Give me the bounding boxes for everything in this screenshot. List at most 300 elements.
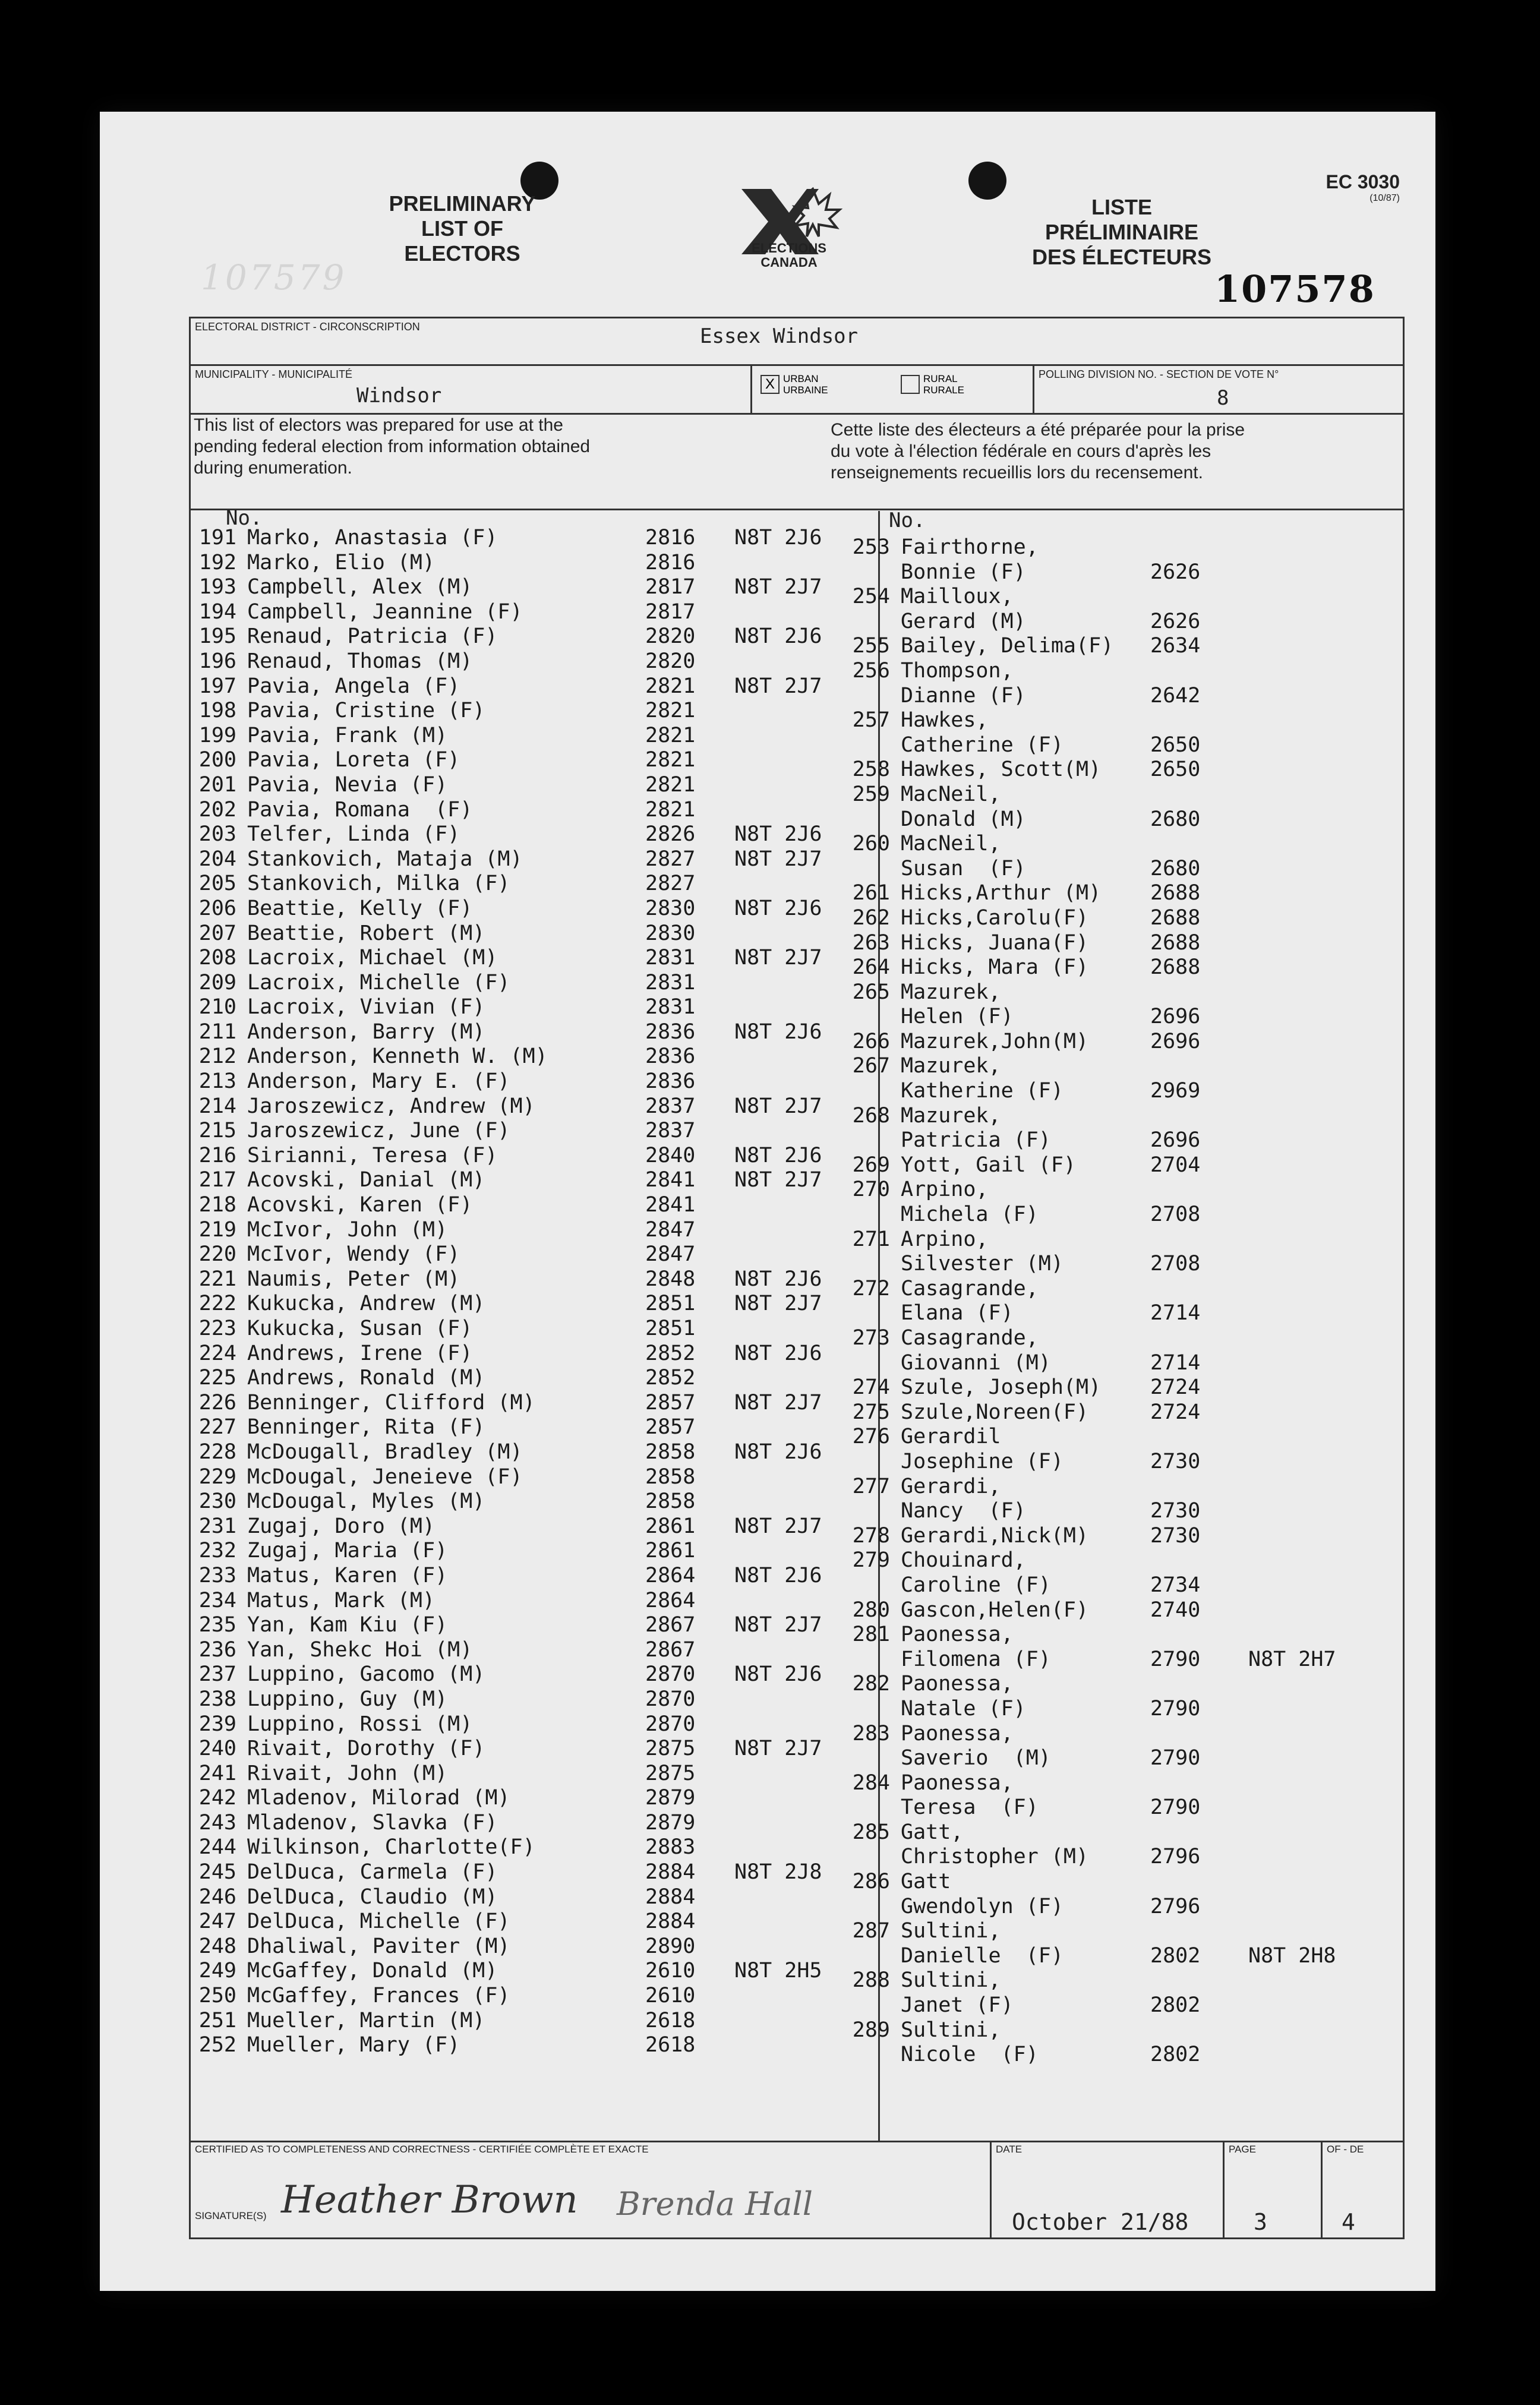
elector-number: [831, 610, 890, 635]
elector-row: [177, 1119, 865, 1144]
elector-name: Saverio (M): [901, 1746, 1051, 1770]
elector-name: McIvor, Wendy (F): [247, 1242, 460, 1267]
elector-row: [177, 1020, 865, 1045]
elector-row: [831, 857, 1379, 882]
elector-number: 200: [198, 748, 236, 772]
elector-postal-code: [1242, 1301, 1379, 1326]
rule: [750, 364, 752, 413]
elector-address: 2821: [645, 723, 696, 747]
elector-address: 2852: [645, 1366, 696, 1390]
elector-address: [1150, 1771, 1242, 1796]
elector-address: 2708: [1150, 1252, 1201, 1276]
elector-number: 212: [198, 1044, 236, 1069]
elector-name: Rivait, Dorothy (F): [247, 1737, 485, 1761]
elector-address: 2884: [645, 1910, 696, 1934]
elector-row: [831, 1722, 1379, 1747]
elector-number: 275: [852, 1400, 890, 1424]
elector-number: 221: [198, 1267, 236, 1291]
polling-value: 8: [1217, 386, 1229, 410]
elector-row: [177, 1737, 865, 1762]
elector-name: Pavia, Romana (F): [247, 797, 473, 822]
elector-postal-code: [1242, 708, 1379, 733]
elector-name: Bonnie (F): [901, 560, 1026, 584]
elector-postal-code: [1242, 610, 1379, 635]
elector-row: [177, 921, 865, 946]
elector-postal-code: N8T 2H8: [1248, 1943, 1336, 1968]
elector-address: 2870: [645, 1712, 696, 1736]
elector-row: [177, 1885, 865, 1910]
elector-row: [831, 1178, 1379, 1202]
urban-checkbox[interactable]: X URBAN URBAINE: [760, 373, 828, 396]
elector-number: 241: [198, 1761, 236, 1785]
elector-number: 211: [198, 1020, 236, 1044]
elector-postal-code: [1242, 758, 1379, 782]
elector-row: [177, 798, 865, 823]
elector-name: MacNeil,: [901, 832, 1001, 856]
elector-number: 204: [198, 847, 236, 871]
elector-address: 2851: [645, 1317, 696, 1340]
elector-number: 193: [198, 575, 236, 599]
elector-name: Dianne (F): [901, 683, 1026, 708]
elector-number: 266: [852, 1029, 890, 1053]
elector-number: 208: [198, 946, 236, 970]
elector-name: Anderson, Mary E. (F): [247, 1069, 510, 1094]
elector-address: 2875: [645, 1761, 696, 1785]
elector-address: 2841: [645, 1168, 696, 1192]
elector-number: 273: [852, 1326, 890, 1350]
elector-number: 223: [198, 1317, 236, 1340]
elector-row: [177, 575, 865, 600]
elector-name: Kukucka, Andrew (M): [247, 1292, 485, 1316]
elector-name: Paonessa,: [901, 1623, 1014, 1647]
signature-label: SIGNATURE(S): [195, 2210, 267, 2221]
elector-name: Kukucka, Susan (F): [247, 1317, 473, 1340]
elector-postal-code: N8T 2J7: [734, 946, 822, 970]
elector-number: 239: [198, 1712, 236, 1736]
elector-address: [1150, 535, 1242, 560]
elector-row: [831, 1450, 1379, 1475]
elector-number: [831, 1895, 890, 1920]
elector-postal-code: [1242, 857, 1379, 882]
elector-postal-code: [1242, 684, 1379, 709]
elector-row: [831, 1104, 1379, 1129]
elector-name: Mueller, Mary (F): [247, 2033, 460, 2057]
polling-label: POLLING DIVISION NO. - SECTION DE VOTE N°: [1039, 368, 1279, 380]
elector-postal-code: [1242, 1450, 1379, 1475]
elector-row: [831, 1005, 1379, 1030]
elector-row: [177, 1860, 865, 1885]
elector-address: [1150, 1277, 1242, 1302]
elector-name: Natale (F): [901, 1696, 1026, 1721]
municipality-label: MUNICIPALITY - MUNICIPALITÉ: [195, 368, 353, 380]
form-number: EC 3030 (10/87): [1326, 171, 1400, 203]
elector-name: Gerardi,: [901, 1474, 1001, 1498]
elector-row: [177, 1069, 865, 1094]
elector-address: 2802: [1150, 1943, 1201, 1968]
of-value: 4: [1342, 2209, 1355, 2235]
elector-number: 283: [852, 1721, 890, 1746]
elector-postal-code: N8T 2J6: [734, 1143, 822, 1167]
elector-name: Mladenov, Slavka (F): [247, 1810, 498, 1835]
elector-number: 257: [852, 708, 890, 733]
elector-row: [831, 1968, 1379, 1993]
elector-postal-code: [1242, 634, 1379, 659]
elector-name: Paonessa,: [901, 1672, 1014, 1696]
elector-number: 217: [198, 1168, 236, 1192]
elector-name: Zugaj, Doro (M): [247, 1514, 436, 1538]
elector-address: 2875: [645, 1737, 696, 1761]
elector-name: Yott, Gail (F): [901, 1153, 1077, 1177]
elector-number: [831, 1499, 890, 1524]
elector-address: 2802: [1150, 2043, 1201, 2067]
elector-address: 2821: [645, 699, 696, 723]
elector-address: 2821: [645, 772, 696, 797]
elector-row: [831, 832, 1379, 857]
elector-postal-code: [1242, 906, 1379, 931]
elector-name: Katherine (F): [901, 1079, 1064, 1103]
elector-postal-code: [1242, 1252, 1379, 1277]
elector-name: Elana (F): [901, 1301, 1014, 1325]
elector-name: McDougall, Bradley (M): [247, 1440, 523, 1464]
rule: [189, 364, 1405, 366]
elector-row: [831, 1548, 1379, 1573]
elector-address: 2837: [645, 1094, 696, 1118]
elector-name: MacNeil,: [901, 782, 1001, 806]
elector-name: Pavia, Cristine (F): [247, 699, 485, 723]
elector-number: 270: [852, 1178, 890, 1202]
elector-number: 197: [198, 674, 236, 698]
elector-address: 2816: [645, 550, 696, 575]
title-french: LISTE PRÉLIMINAIRE DES ÉLECTEURS: [1031, 195, 1212, 269]
elector-number: 255: [852, 634, 890, 658]
elector-name: Renaud, Patricia (F): [247, 624, 498, 649]
elector-name: Luppino, Rossi (M): [247, 1712, 473, 1736]
elector-postal-code: [1242, 1795, 1379, 1820]
elector-name: Sultini,: [901, 1919, 1001, 1943]
elector-name: Pavia, Loreta (F): [247, 748, 460, 772]
elector-name: Filomena (F): [901, 1647, 1051, 1671]
elector-row: [177, 1465, 865, 1490]
elector-row: [831, 1252, 1379, 1277]
elector-number: 229: [198, 1465, 236, 1489]
elector-row: [177, 748, 865, 773]
elector-number: 280: [852, 1598, 890, 1622]
elector-row: [831, 1054, 1379, 1079]
elector-address: 2883: [645, 1835, 696, 1860]
elector-name: Andrews, Ronald (M): [247, 1366, 485, 1390]
elector-address: 2821: [645, 797, 696, 822]
elector-row: [831, 1993, 1379, 2018]
elector-address: 2836: [645, 1044, 696, 1069]
elector-row: [831, 906, 1379, 931]
elector-number: 284: [852, 1770, 890, 1795]
elector-row: [177, 822, 865, 847]
elector-address: 2858: [645, 1489, 696, 1514]
elector-postal-code: N8T 2J7: [734, 1613, 822, 1637]
elector-number: 248: [198, 1934, 236, 1958]
elector-row: [177, 600, 865, 625]
elector-number: 235: [198, 1613, 236, 1637]
elector-postal-code: N8T 2J6: [734, 1020, 822, 1044]
elector-address: 2618: [645, 2033, 696, 2057]
elector-name: Nancy (F): [901, 1499, 1026, 1523]
elector-row: [177, 1267, 865, 1292]
elector-row: [177, 1218, 865, 1243]
elector-number: [831, 807, 890, 832]
elector-postal-code: [1242, 1672, 1379, 1697]
elector-postal-code: N8T 2J6: [734, 526, 822, 550]
elector-number: 256: [852, 658, 890, 683]
elector-number: 215: [198, 1119, 236, 1143]
elector-row: [831, 1326, 1379, 1351]
elector-number: 267: [852, 1054, 890, 1078]
elector-row: [177, 1712, 865, 1737]
elector-name: Stankovich, Mataja (M): [247, 847, 523, 871]
elector-postal-code: [1242, 1623, 1379, 1647]
elector-number: 271: [852, 1227, 890, 1251]
elector-name: Michela (F): [901, 1202, 1039, 1227]
elector-name: Mailloux,: [901, 585, 1014, 609]
elector-name: Bailey, Delima(F): [901, 634, 1114, 658]
elector-address: 2831: [645, 946, 696, 970]
elector-name: Anderson, Kenneth W. (M): [247, 1044, 548, 1069]
elector-number: 203: [198, 822, 236, 847]
elector-address: 2836: [645, 1020, 696, 1044]
elector-address: 2858: [645, 1440, 696, 1464]
elector-number: 264: [852, 955, 890, 980]
elector-number: 279: [852, 1548, 890, 1573]
elector-name: Giovanni (M): [901, 1350, 1051, 1375]
elector-name: Patricia (F): [901, 1128, 1051, 1153]
elector-row: [831, 1870, 1379, 1895]
elector-row: [831, 782, 1379, 807]
elector-postal-code: N8T 2J7: [734, 1737, 822, 1761]
elector-address: [1150, 1623, 1242, 1647]
elector-name: Hicks,Carolu(F): [901, 905, 1089, 930]
elector-row: [177, 847, 865, 872]
elector-row: [831, 1771, 1379, 1796]
elector-address: 2730: [1150, 1449, 1201, 1473]
elector-number: [831, 1351, 890, 1376]
elector-number: 244: [198, 1835, 236, 1860]
elector-name: Nicole (F): [901, 2043, 1039, 2067]
elector-postal-code: N8T 2J6: [734, 1341, 822, 1365]
elector-name: Matus, Karen (F): [247, 1563, 448, 1587]
elector-number: 272: [852, 1276, 890, 1301]
elector-postal-code: [1242, 782, 1379, 807]
elector-number: 192: [198, 550, 236, 575]
page-label: PAGE: [1229, 2144, 1256, 2155]
elector-name: Arpino,: [901, 1227, 989, 1251]
elector-address: [1150, 659, 1242, 684]
note-english: This list of electors was prepared for use at the pending federal election from information obtained during enumeration.: [194, 415, 591, 478]
elector-row: [831, 1227, 1379, 1252]
elector-name: Yan, Shekc Hoi (M): [247, 1637, 473, 1662]
elector-postal-code: N8T 2H7: [1248, 1647, 1336, 1671]
elector-row: [831, 1672, 1379, 1697]
elector-row: [831, 684, 1379, 709]
elector-address: 2867: [645, 1637, 696, 1662]
elector-number: 206: [198, 896, 236, 920]
elector-number: 289: [852, 2018, 890, 2042]
elector-number: 251: [198, 2008, 236, 2032]
elector-name: Renaud, Thomas (M): [247, 649, 473, 673]
elector-name: Pavia, Nevia (F): [247, 772, 448, 797]
elector-postal-code: [1242, 1079, 1379, 1104]
elector-address: 2884: [645, 1885, 696, 1909]
elector-name: Sultini,: [901, 2018, 1001, 2042]
elector-postal-code: [1242, 535, 1379, 560]
left-column-header: No.: [226, 506, 263, 530]
elector-row: [177, 1589, 865, 1614]
elector-number: 230: [198, 1489, 236, 1514]
elector-address: 2864: [645, 1588, 696, 1612]
elector-postal-code: N8T 2J6: [734, 624, 822, 649]
elector-number: 285: [852, 1820, 890, 1844]
elector-name: DelDuca, Michelle (F): [247, 1910, 510, 1934]
elector-number: 238: [198, 1687, 236, 1711]
rule: [189, 509, 1405, 510]
elector-row: [831, 1499, 1379, 1524]
elector-name: Hicks, Juana(F): [901, 930, 1089, 955]
elector-address: 2730: [1150, 1499, 1201, 1523]
elector-number: 225: [198, 1366, 236, 1390]
elector-name: Arpino,: [901, 1178, 989, 1202]
elector-name: DelDuca, Claudio (M): [247, 1885, 498, 1909]
elector-number: 282: [852, 1672, 890, 1696]
elector-address: 2696: [1150, 1128, 1201, 1153]
elector-address: 2790: [1150, 1647, 1201, 1671]
elector-row: [831, 1277, 1379, 1302]
elector-address: 2796: [1150, 1894, 1201, 1918]
elector-postal-code: [1242, 1178, 1379, 1202]
elector-row: [177, 1687, 865, 1712]
elector-postal-code: [1242, 733, 1379, 758]
elector-number: 196: [198, 649, 236, 673]
elector-number: 237: [198, 1662, 236, 1687]
elector-address: [1150, 1104, 1242, 1129]
elector-row: [831, 2043, 1379, 2068]
elector-address: 2879: [645, 1786, 696, 1810]
elector-number: 246: [198, 1885, 236, 1909]
rule: [1033, 364, 1034, 413]
elector-name: Gerard (M): [901, 609, 1026, 633]
signature-2: Brenda Hall: [617, 2185, 813, 2223]
elector-address: 2650: [1150, 758, 1201, 782]
elector-address: [1150, 1870, 1242, 1895]
elector-number: 281: [852, 1623, 890, 1647]
elector-address: [1150, 1326, 1242, 1351]
elector-number: 250: [198, 1984, 236, 2008]
elector-name: Lacroix, Michelle (F): [247, 970, 510, 995]
elector-number: 274: [852, 1375, 890, 1400]
elector-address: 2642: [1150, 683, 1201, 708]
elector-number: [831, 1746, 890, 1771]
elector-address: 2830: [645, 896, 696, 920]
rural-checkbox[interactable]: RURAL RURALE: [901, 373, 964, 396]
elector-address: 2626: [1150, 609, 1201, 633]
elector-name: Susan (F): [901, 856, 1026, 880]
rule: [1321, 2141, 1323, 2237]
elector-postal-code: [1242, 1968, 1379, 1993]
elector-name: Pavia, Frank (M): [247, 723, 448, 747]
elector-address: 2714: [1150, 1350, 1201, 1375]
elector-name: Anderson, Barry (M): [247, 1020, 485, 1044]
elector-row: [177, 1440, 865, 1465]
elector-row: [177, 1144, 865, 1169]
elector-postal-code: [1242, 1573, 1379, 1598]
elector-name: Luppino, Guy (M): [247, 1687, 448, 1711]
elector-postal-code: N8T 2J6: [734, 896, 822, 920]
elector-address: [1150, 1548, 1242, 1573]
title-english: PRELIMINARY LIST OF ELECTORS: [389, 191, 536, 266]
elector-number: 205: [198, 872, 236, 896]
elector-name: Zugaj, Maria (F): [247, 1539, 448, 1563]
elector-number: 269: [852, 1153, 890, 1177]
elector-number: 268: [852, 1103, 890, 1128]
elector-postal-code: [1242, 1227, 1379, 1252]
elector-name: Lacroix, Vivian (F): [247, 995, 485, 1020]
elector-name: Beattie, Kelly (F): [247, 896, 473, 920]
elector-postal-code: [1242, 832, 1379, 857]
elector-postal-code: [1242, 1054, 1379, 1079]
elector-address: 2816: [645, 526, 696, 550]
elector-name: Dhaliwal, Paviter (M): [247, 1934, 510, 1958]
elector-number: [831, 1252, 890, 1277]
elector-name: Campbell, Jeannine (F): [247, 599, 523, 624]
elector-address: 2837: [645, 1119, 696, 1143]
elector-number: 207: [198, 921, 236, 945]
elector-number: 231: [198, 1514, 236, 1538]
elector-name: Sirianni, Teresa (F): [247, 1143, 498, 1167]
elector-name: Beattie, Robert (M): [247, 921, 485, 945]
elector-number: 252: [198, 2033, 236, 2057]
elector-postal-code: [1242, 1425, 1379, 1450]
elector-address: 2864: [645, 1563, 696, 1587]
elector-address: [1150, 2018, 1242, 2043]
elector-address: 2714: [1150, 1301, 1201, 1325]
elector-row: [177, 1786, 865, 1811]
elector-name: Helen (F): [901, 1005, 1014, 1029]
elector-number: [831, 1450, 890, 1475]
elector-postal-code: [1242, 1598, 1379, 1623]
elector-row: [177, 624, 865, 649]
elector-row: [831, 1845, 1379, 1870]
elector-name: Caroline (F): [901, 1573, 1051, 1597]
elector-number: 202: [198, 797, 236, 822]
elector-number: [831, 1944, 890, 1969]
elector-address: 2790: [1150, 1795, 1201, 1820]
elector-number: 265: [852, 980, 890, 1004]
elector-number: 198: [198, 699, 236, 723]
elector-number: 195: [198, 624, 236, 649]
elector-address: 2969: [1150, 1079, 1201, 1103]
elector-number: 232: [198, 1539, 236, 1563]
elector-postal-code: [1242, 1993, 1379, 2018]
elector-postal-code: N8T 2J6: [734, 1662, 822, 1687]
elector-postal-code: [1242, 1845, 1379, 1870]
elector-postal-code: N8T 2J7: [734, 1094, 822, 1118]
date-value: October 21/88: [1012, 2209, 1189, 2235]
elector-address: 2820: [645, 649, 696, 673]
elector-postal-code: [1242, 807, 1379, 832]
elector-row: [831, 1524, 1379, 1549]
elector-row: [177, 1638, 865, 1663]
elector-postal-code: [1242, 1746, 1379, 1771]
elector-row: [831, 610, 1379, 635]
elector-postal-code: N8T 2J8: [734, 1860, 822, 1885]
elector-number: 219: [198, 1217, 236, 1242]
